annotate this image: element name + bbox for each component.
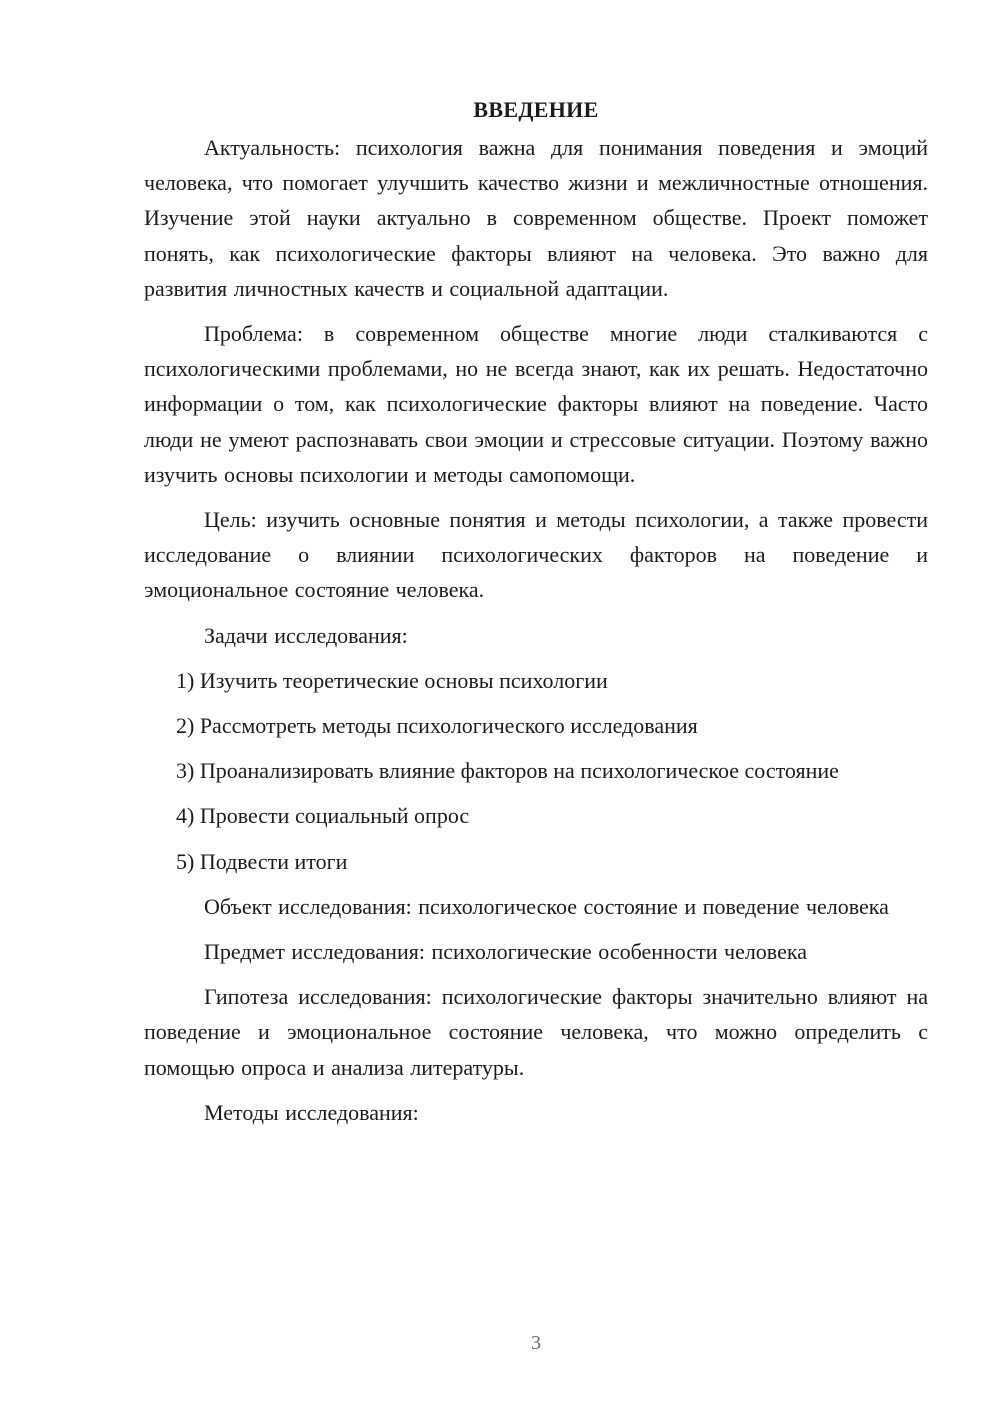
- task-item-2: 2) Рассмотреть методы психологического исследования: [176, 713, 698, 739]
- page-title: ВВЕДЕНИЕ: [473, 97, 599, 122]
- paragraph-relevance: Актуальность: психология важна для понимания поведения и эмоций человека, что помогает улучшить качество жизни и межличностные отношения. Изучение этой науки актуально в современном обществе. Проект поможет понять, как психологические факторы влияют на человека. Это важно для развития личностных качеств и социальной адаптации.: [144, 135, 928, 301]
- page-number: 3: [531, 1332, 541, 1354]
- paragraph-methods: Методы исследования:: [204, 1099, 419, 1125]
- document-page: [144, 92, 928, 1140]
- paragraph-object: Объект исследования: психологическое состояние и поведение человека: [204, 893, 889, 919]
- task-item-3: 3) Проанализировать влияние факторов на психологическое состояние: [176, 758, 839, 784]
- task-item-5: 5) Подвести итоги: [176, 848, 348, 874]
- paragraph-tasks-heading: Задачи исследования:: [204, 622, 408, 648]
- paragraph-subject: Предмет исследования: психологические особенности человека: [204, 939, 807, 965]
- task-item-4: 4) Провести социальный опрос: [176, 803, 470, 829]
- paragraph-problem: Проблема: в современном обществе многие люди сталкиваются с психологическими проблемами, но не всегда знают, как их решать. Недостаточно информации о том, как психологические факторы влияют на поведение. Часто люди не умеют распознавать свои эмоции и стрессовые ситуации. Поэтому важно изучить основы психологии и методы самопомощи.: [144, 321, 928, 487]
- paragraph-goal: Цель: изучить основные понятия и методы психологии, а также провести исследование о влиянии психологических факторов на поведение и эмоциональное состояние человека.: [144, 507, 928, 603]
- task-item-1: 1) Изучить теоретические основы психологии: [176, 667, 608, 693]
- paragraph-hypothesis: Гипотеза исследования: психологические факторы значительно влияют на поведение и эмоциональное состояние человека, что можно определить с помощью опроса и анализа литературы.: [144, 984, 928, 1080]
